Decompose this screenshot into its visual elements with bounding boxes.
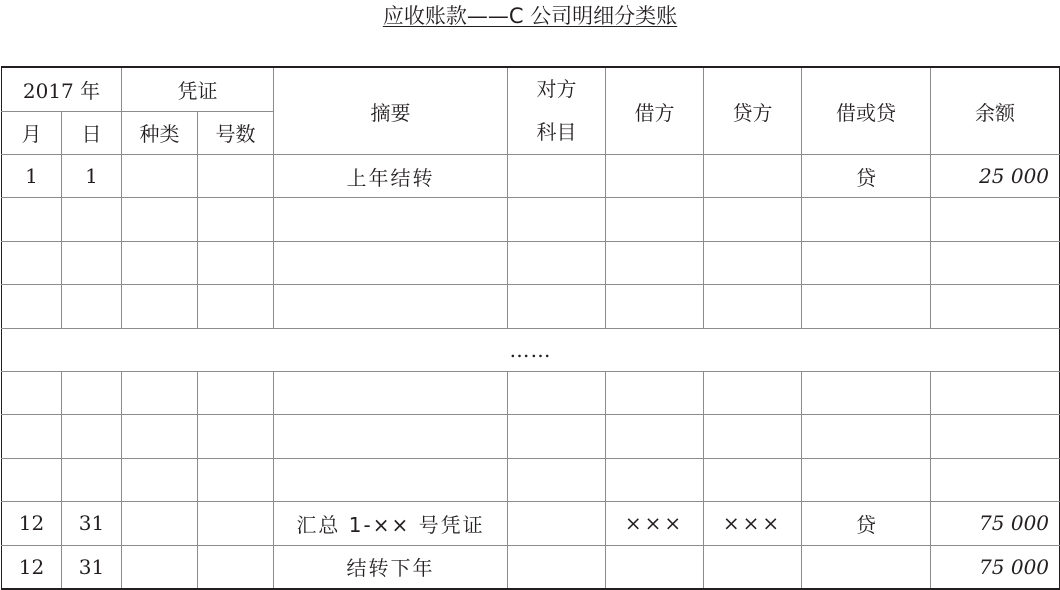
cell-balance <box>931 198 1060 241</box>
cell-day <box>62 198 122 241</box>
cell-voucher-no <box>198 371 274 414</box>
header-month: 月 <box>2 111 62 155</box>
cell-voucher-type <box>122 198 198 241</box>
cell-counter-account <box>508 198 606 241</box>
cell-counter-account <box>508 415 606 458</box>
cell-debit <box>606 155 704 198</box>
cell-credit <box>704 458 802 501</box>
header-summary: 摘要 <box>274 67 508 155</box>
cell-balance <box>931 285 1060 328</box>
cell-direction: 贷 <box>802 155 931 198</box>
table-row <box>2 241 1060 284</box>
header-counter-account <box>508 67 606 155</box>
cell-credit <box>704 285 802 328</box>
table-row <box>2 198 1060 241</box>
cell-direction <box>802 285 931 328</box>
table-row <box>2 285 1060 328</box>
cell-month <box>2 415 62 458</box>
cell-voucher-type <box>122 545 198 589</box>
cell-summary: 汇总 1-×× 号凭证 <box>274 502 508 545</box>
cell-credit <box>704 371 802 414</box>
cell-balance <box>931 415 1060 458</box>
cell-debit <box>606 285 704 328</box>
cell-direction <box>802 545 931 589</box>
ledger-title <box>0 2 1060 30</box>
cell-direction: 贷 <box>802 502 931 545</box>
ledger-table <box>1 66 1060 590</box>
cell-voucher-no <box>198 545 274 589</box>
cell-credit <box>704 545 802 589</box>
cell-counter-account <box>508 285 606 328</box>
cell-summary <box>274 198 508 241</box>
cell-direction <box>802 371 931 414</box>
cell-month: 12 <box>2 502 62 545</box>
cell-debit <box>606 241 704 284</box>
cell-voucher-no <box>198 155 274 198</box>
cell-debit <box>606 415 704 458</box>
cell-debit <box>606 371 704 414</box>
cell-voucher-type <box>122 502 198 545</box>
cell-month <box>2 371 62 414</box>
cell-counter-account <box>508 545 606 589</box>
cell-credit: ××× <box>704 502 802 545</box>
header-row-1 <box>2 67 1060 111</box>
cell-counter-account <box>508 241 606 284</box>
cell-counter-account <box>508 155 606 198</box>
table-row <box>2 545 1060 589</box>
cell-voucher-no <box>198 502 274 545</box>
cell-direction <box>802 241 931 284</box>
cell-counter-account <box>508 458 606 501</box>
cell-summary <box>274 458 508 501</box>
cell-debit <box>606 545 704 589</box>
cell-balance: 25 000 <box>931 155 1060 198</box>
cell-day <box>62 371 122 414</box>
header-day: 日 <box>62 111 122 155</box>
table-row <box>2 415 1060 458</box>
cell-day: 31 <box>62 545 122 589</box>
cell-debit: ××× <box>606 502 704 545</box>
cell-summary: 结转下年 <box>274 545 508 589</box>
cell-voucher-type <box>122 285 198 328</box>
ledger-title-text: 应收账款——C 公司明细分类账 <box>382 4 678 28</box>
cell-day <box>62 415 122 458</box>
table-row <box>2 155 1060 198</box>
cell-day: 1 <box>62 155 122 198</box>
header-balance: 余额 <box>931 67 1060 155</box>
header-voucher: 凭证 <box>122 67 274 111</box>
cell-credit <box>704 198 802 241</box>
cell-direction <box>802 198 931 241</box>
cell-day: 31 <box>62 502 122 545</box>
cell-counter-account <box>508 502 606 545</box>
cell-balance: 75 000 <box>931 545 1060 589</box>
cell-voucher-no <box>198 198 274 241</box>
cell-direction <box>802 458 931 501</box>
cell-voucher-type <box>122 458 198 501</box>
cell-summary <box>274 415 508 458</box>
cell-day <box>62 458 122 501</box>
cell-debit <box>606 198 704 241</box>
cell-voucher-no <box>198 285 274 328</box>
header-voucher-type: 种类 <box>122 111 198 155</box>
cell-credit <box>704 155 802 198</box>
header-debit: 借方 <box>606 67 704 155</box>
cell-month <box>2 241 62 284</box>
header-counter-account-line-1: 对方 <box>536 77 577 101</box>
cell-balance <box>931 458 1060 501</box>
cell-balance <box>931 371 1060 414</box>
cell-summary <box>274 241 508 284</box>
ellipsis-row <box>2 328 1060 371</box>
table-row <box>2 371 1060 414</box>
header-voucher-no: 号数 <box>198 111 274 155</box>
cell-credit <box>704 241 802 284</box>
cell-month: 12 <box>2 545 62 589</box>
cell-voucher-type <box>122 155 198 198</box>
cell-credit <box>704 415 802 458</box>
cell-voucher-no <box>198 241 274 284</box>
table-row <box>2 502 1060 545</box>
header-direction: 借或贷 <box>802 67 931 155</box>
header-year: 2017 年 <box>2 67 122 111</box>
cell-voucher-no <box>198 415 274 458</box>
cell-month <box>2 285 62 328</box>
ellipsis-cell: …… <box>2 328 1060 371</box>
cell-balance <box>931 241 1060 284</box>
cell-balance: 75 000 <box>931 502 1060 545</box>
cell-debit <box>606 458 704 501</box>
cell-month <box>2 198 62 241</box>
cell-month: 1 <box>2 155 62 198</box>
header-credit: 贷方 <box>704 67 802 155</box>
cell-day <box>62 285 122 328</box>
cell-day <box>62 241 122 284</box>
cell-voucher-type <box>122 371 198 414</box>
cell-summary <box>274 285 508 328</box>
table-row <box>2 458 1060 501</box>
cell-counter-account <box>508 371 606 414</box>
header-counter-account-line-2: 科目 <box>536 120 577 144</box>
cell-month <box>2 458 62 501</box>
cell-summary <box>274 371 508 414</box>
cell-voucher-type <box>122 415 198 458</box>
cell-direction <box>802 415 931 458</box>
cell-voucher-type <box>122 241 198 284</box>
cell-summary: 上年结转 <box>274 155 508 198</box>
cell-voucher-no <box>198 458 274 501</box>
